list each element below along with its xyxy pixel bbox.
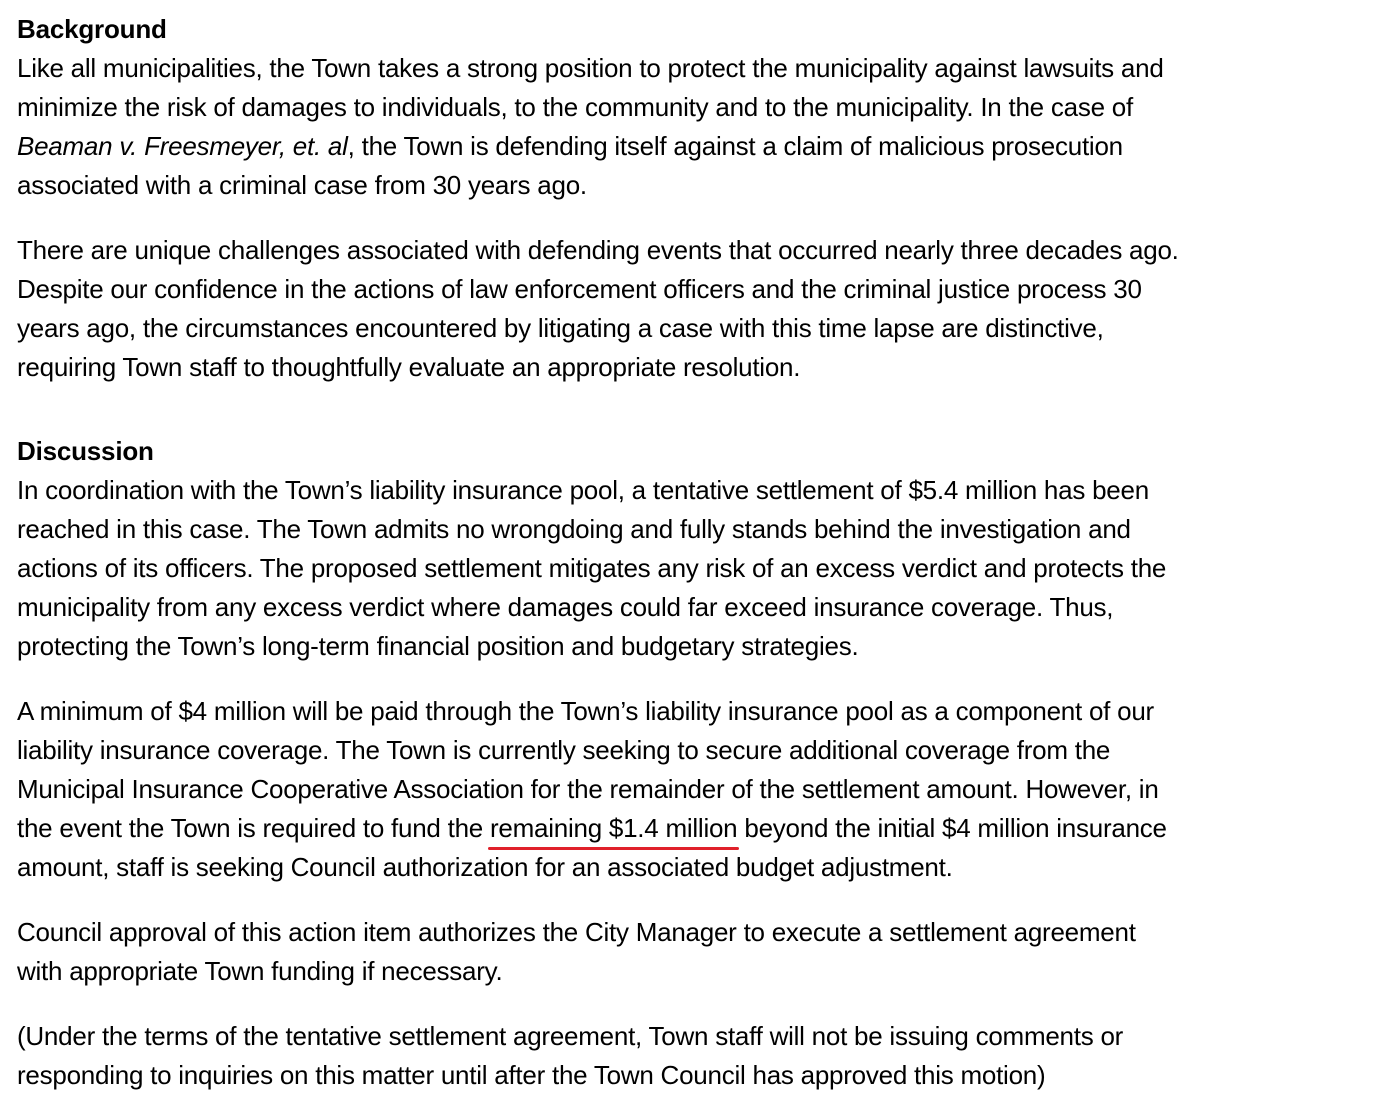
text-line: requiring Town staff to thoughtfully evaluate an appropriate resolution. [17,352,801,382]
text-line: Despite our confidence in the actions of law enforcement officers and the criminal justice process 30 [17,274,1142,304]
text-line [17,127,1382,166]
text-line: In coordination with the Town’s liability insurance pool, a tentative settlement of $5.4 million has been [17,475,1149,505]
text-line: Municipal Insurance Cooperative Association for the remainder of the settlement amount. However, in [17,774,1159,804]
background-paragraph-1 [17,49,1382,205]
text-line: A minimum of $4 million will be paid through the Town’s liability insurance pool as a component of our [17,696,1154,726]
text-line: (Under the terms of the tentative settlement agreement, Town staff will not be issuing comments or [17,1021,1124,1051]
text-line: years ago, the circumstances encountered by litigating a case with this time lapse are distinctive, [17,313,1104,343]
background-heading: Background [17,14,167,44]
text-line [17,809,1382,848]
text-fragment: beyond the initial $4 million insurance [737,813,1167,843]
discussion-heading: Discussion [17,436,154,466]
document-body [17,10,1382,1095]
text-line: reached in this case. The Town admits no wrongdoing and fully stands behind the investigation and [17,514,1131,544]
text-line: responding to inquiries on this matter until after the Town Council has approved this motion) [17,1060,1046,1090]
discussion-paragraph-1 [17,471,1382,666]
text-line: associated with a criminal case from 30 years ago. [17,170,587,200]
text-line: There are unique challenges associated with defending events that occurred nearly three decades ago. [17,235,1179,265]
text-line: Council approval of this action item authorizes the City Manager to execute a settlement agreement [17,917,1136,947]
text-line: actions of its officers. The proposed settlement mitigates any risk of an excess verdict and protects the [17,553,1167,583]
text-line: minimize the risk of damages to individuals, to the community and to the municipality. In the case of [17,92,1133,122]
case-name-italic: Beaman v. Freesmeyer, et. al [17,131,348,161]
text-line: protecting the Town’s long-term financial position and budgetary strategies. [17,631,859,661]
discussion-paragraph-4 [17,1017,1382,1095]
text-fragment: , the Town is defending itself against a claim of malicious prosecution [347,131,1123,161]
text-fragment: the event the Town is required to fund the [17,813,490,843]
discussion-paragraph-2 [17,692,1382,887]
text-line: Like all municipalities, the Town takes a strong position to protect the municipality against lawsuits and [17,53,1164,83]
text-line: municipality from any excess verdict where damages could far exceed insurance coverage. Thus, [17,592,1114,622]
text-line: with appropriate Town funding if necessary. [17,956,503,986]
highlighted-amount-underline: remaining $1.4 million [490,809,737,848]
discussion-paragraph-3 [17,913,1382,991]
background-paragraph-2 [17,231,1382,387]
text-line: liability insurance coverage. The Town is currently seeking to secure additional coverage from the [17,735,1111,765]
text-line: amount, staff is seeking Council authorization for an associated budget adjustment. [17,852,953,882]
